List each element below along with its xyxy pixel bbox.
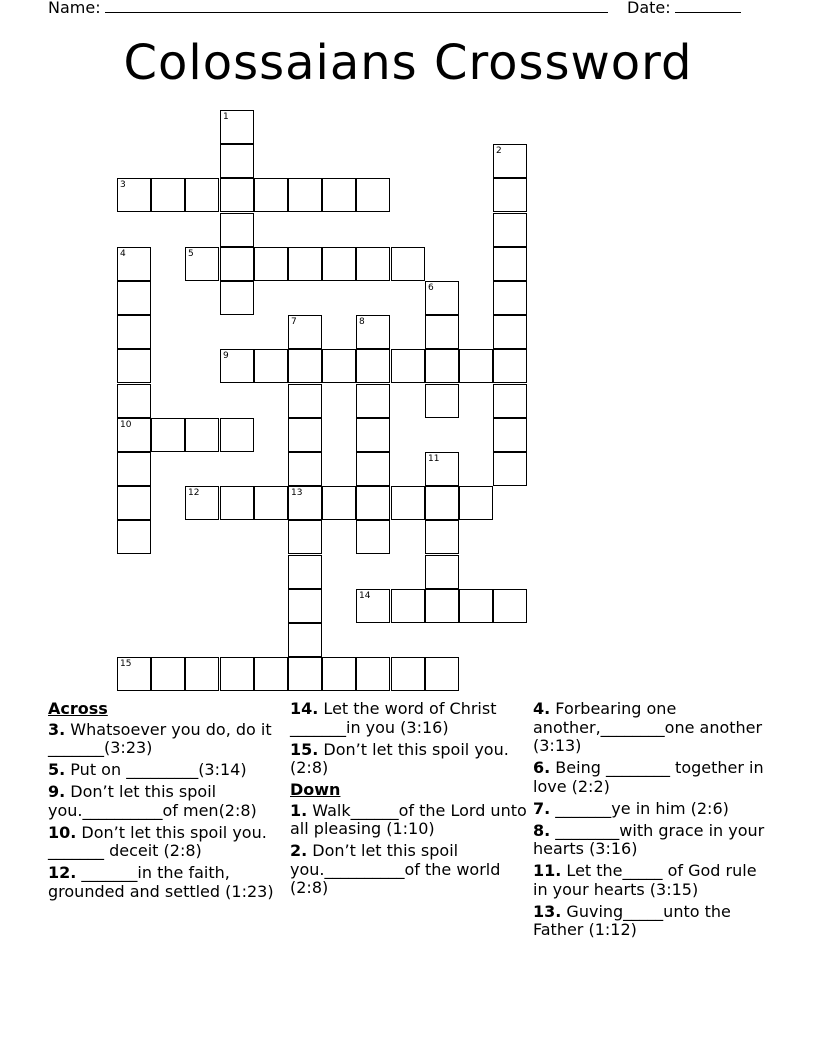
cell-number: 10 [120, 420, 132, 430]
crossword-cell[interactable] [117, 657, 151, 691]
crossword-cell[interactable] [288, 555, 322, 589]
name-field[interactable] [48, 0, 608, 19]
crossword-cell[interactable] [493, 589, 527, 623]
crossword-cell[interactable] [356, 315, 390, 349]
crossword-cell[interactable] [356, 418, 390, 452]
crossword-cell[interactable] [220, 657, 254, 691]
clue-number: 15. [290, 739, 319, 759]
crossword-cell[interactable] [459, 589, 493, 623]
crossword-cell[interactable] [288, 384, 322, 418]
crossword-cell[interactable] [288, 178, 322, 212]
clue-text: Whatsoever you do, do it _______(3:23) [48, 719, 272, 757]
crossword-cell[interactable] [185, 247, 219, 281]
crossword-cell[interactable] [356, 657, 390, 691]
crossword-cell[interactable] [288, 486, 322, 520]
across-heading: Across [48, 699, 108, 718]
crossword-cell[interactable] [117, 486, 151, 520]
crossword-cell[interactable] [288, 315, 322, 349]
crossword-cell[interactable] [288, 657, 322, 691]
cell-number: 1 [223, 112, 229, 122]
crossword-cell[interactable] [425, 555, 459, 589]
crossword-cell[interactable] [220, 281, 254, 315]
clue-text: Let the word of Christ _______in you (3:16) [290, 699, 497, 737]
clue-number: 2. [290, 841, 308, 860]
clue-number: 11. [533, 861, 562, 880]
clue-text: Being ________ together in love (2:2) [533, 758, 764, 796]
crossword-cell[interactable] [425, 589, 459, 623]
cell-number: 6 [428, 283, 434, 293]
crossword-cell[interactable] [288, 589, 322, 623]
crossword-cell[interactable] [220, 110, 254, 144]
crossword-cell[interactable] [117, 384, 151, 418]
clue-across [290, 700, 528, 737]
clues-column-2 [290, 700, 528, 901]
clue-number: 7. [533, 798, 551, 818]
date-field[interactable] [627, 0, 741, 19]
date-label: Date: [627, 0, 671, 17]
crossword-cell[interactable] [322, 486, 356, 520]
crossword-cell[interactable] [117, 247, 151, 281]
crossword-cell[interactable] [220, 418, 254, 452]
crossword-cell[interactable] [425, 349, 459, 383]
cell-number: 8 [359, 317, 365, 327]
crossword-cell[interactable] [493, 144, 527, 178]
crossword-cell[interactable] [356, 520, 390, 554]
clue-number: 5. [48, 760, 66, 779]
clue-text: _______in the faith, grounded and settled (1:23) [48, 863, 274, 901]
crossword-cell[interactable] [356, 178, 390, 212]
cell-number: 15 [120, 659, 132, 669]
cell-number: 11 [428, 454, 440, 464]
crossword-cell[interactable] [425, 486, 459, 520]
crossword-cell[interactable] [254, 486, 288, 520]
crossword-cell[interactable] [425, 315, 459, 349]
crossword-cell[interactable] [151, 657, 185, 691]
crossword-cell[interactable] [117, 178, 151, 212]
cell-number: 14 [359, 591, 371, 601]
crossword-cell[interactable] [493, 281, 527, 315]
clues-column-1 [48, 700, 288, 905]
crossword-cell[interactable] [425, 657, 459, 691]
clue-number: 4. [533, 699, 551, 718]
clue-text: Guving_____unto the Father (1:12) [533, 901, 731, 939]
crossword-cell[interactable] [425, 384, 459, 418]
crossword-cell[interactable] [493, 247, 527, 281]
crossword-cell[interactable] [425, 520, 459, 554]
clue-text: Forbearing one another,________one another (3:13) [533, 699, 763, 755]
crossword-cell[interactable] [220, 144, 254, 178]
clue-text: Walk______of the Lord unto all pleasing (1:10) [290, 800, 527, 838]
clue-text: Don’t let this spoil you. (2:8) [290, 739, 509, 777]
page-title: Colossaians Crossword [123, 35, 693, 91]
clue-down [533, 822, 765, 859]
crossword-cell[interactable] [493, 315, 527, 349]
down-heading: Down [290, 780, 341, 799]
clue-number: 12. [48, 863, 77, 882]
crossword-cell[interactable] [220, 247, 254, 281]
crossword-cell[interactable] [322, 349, 356, 383]
clue-text: ________with grace in your hearts (3:16) [533, 820, 765, 858]
clue-number: 10. [48, 822, 77, 842]
crossword-cell[interactable] [288, 247, 322, 281]
clue-across [48, 721, 288, 758]
clue-text: Don’t let this spoil you.__________of men(2:8) [48, 782, 257, 820]
cell-number: 12 [188, 488, 200, 498]
clue-text: Don’t let this spoil you.__________of the world (2:8) [290, 841, 501, 897]
crossword-cell[interactable] [288, 349, 322, 383]
clue-down [290, 842, 528, 898]
crossword-cell[interactable] [117, 315, 151, 349]
cell-number: 2 [496, 146, 502, 156]
crossword-cell[interactable] [322, 178, 356, 212]
clue-down [533, 700, 765, 756]
crossword-cell[interactable] [391, 657, 425, 691]
crossword-cell[interactable] [117, 418, 151, 452]
crossword-cell[interactable] [117, 349, 151, 383]
crossword-cell[interactable] [254, 247, 288, 281]
crossword-cell[interactable] [356, 589, 390, 623]
crossword-cell[interactable] [425, 452, 459, 486]
crossword-cell[interactable] [425, 281, 459, 315]
cell-number: 5 [188, 249, 194, 259]
crossword-cell[interactable] [288, 452, 322, 486]
crossword-cell[interactable] [356, 247, 390, 281]
cell-number: 3 [120, 180, 126, 190]
crossword-cell[interactable] [391, 589, 425, 623]
clue-number: 9. [48, 782, 66, 801]
cell-number: 9 [223, 351, 229, 361]
crossword-cell[interactable] [356, 452, 390, 486]
crossword-cell[interactable] [185, 418, 219, 452]
crossword-cell[interactable] [220, 178, 254, 212]
crossword-cell[interactable] [151, 178, 185, 212]
crossword-cell[interactable] [459, 486, 493, 520]
crossword-cell[interactable] [322, 657, 356, 691]
crossword-cell[interactable] [391, 349, 425, 383]
date-line[interactable] [675, 0, 741, 13]
crossword-cell[interactable] [151, 418, 185, 452]
clue-across [48, 783, 288, 820]
clue-down [533, 759, 765, 796]
crossword-cell[interactable] [459, 349, 493, 383]
clue-down [533, 903, 765, 940]
crossword-cell[interactable] [185, 486, 219, 520]
clue-across [48, 761, 288, 780]
clue-number: 14. [290, 699, 319, 718]
crossword-cell[interactable] [220, 213, 254, 247]
crossword-cell[interactable] [493, 349, 527, 383]
crossword-cell[interactable] [493, 452, 527, 486]
clue-text: Don’t let this spoil you. _______ deceit (2:8) [48, 822, 267, 860]
crossword-cell[interactable] [493, 178, 527, 212]
clue-number: 13. [533, 901, 562, 921]
cell-number: 4 [120, 249, 126, 259]
clue-down [533, 800, 765, 819]
crossword-cell[interactable] [356, 486, 390, 520]
clue-text: Put on _________(3:14) [65, 760, 247, 779]
crossword-cell[interactable] [391, 247, 425, 281]
crossword-cell[interactable] [254, 349, 288, 383]
clue-across [290, 741, 528, 778]
clue-number: 8. [533, 820, 551, 840]
clue-down [290, 802, 528, 839]
crossword-cell[interactable] [220, 349, 254, 383]
crossword-cell[interactable] [493, 213, 527, 247]
cell-number: 13 [291, 488, 303, 498]
crossword-cell[interactable] [288, 623, 322, 657]
crossword-cell[interactable] [288, 418, 322, 452]
crossword-cell[interactable] [391, 486, 425, 520]
clue-across [48, 864, 288, 901]
name-label: Name: [48, 0, 101, 17]
crossword-cell[interactable] [185, 657, 219, 691]
crossword-cell[interactable] [117, 452, 151, 486]
clue-text: _______ye in him (2:6) [550, 798, 729, 818]
crossword-cell[interactable] [117, 281, 151, 315]
crossword-cell[interactable] [356, 349, 390, 383]
name-line[interactable] [105, 0, 608, 13]
clue-number: 6. [533, 758, 551, 777]
cell-number: 7 [291, 317, 297, 327]
crossword-cell[interactable] [117, 520, 151, 554]
clue-down [533, 862, 765, 899]
clue-number: 3. [48, 719, 66, 739]
crossword-cell[interactable] [254, 178, 288, 212]
crossword-cell[interactable] [254, 657, 288, 691]
clue-text: Let the_____ of God rule in your hearts (3:15) [533, 861, 757, 899]
crossword-cell[interactable] [356, 384, 390, 418]
crossword-cell[interactable] [220, 486, 254, 520]
crossword-cell[interactable] [493, 418, 527, 452]
clues-column-3 [533, 700, 765, 943]
crossword-cell[interactable] [493, 384, 527, 418]
crossword-cell[interactable] [322, 247, 356, 281]
clue-number: 1. [290, 800, 308, 820]
crossword-cell[interactable] [288, 520, 322, 554]
clue-across [48, 824, 288, 861]
crossword-cell[interactable] [185, 178, 219, 212]
